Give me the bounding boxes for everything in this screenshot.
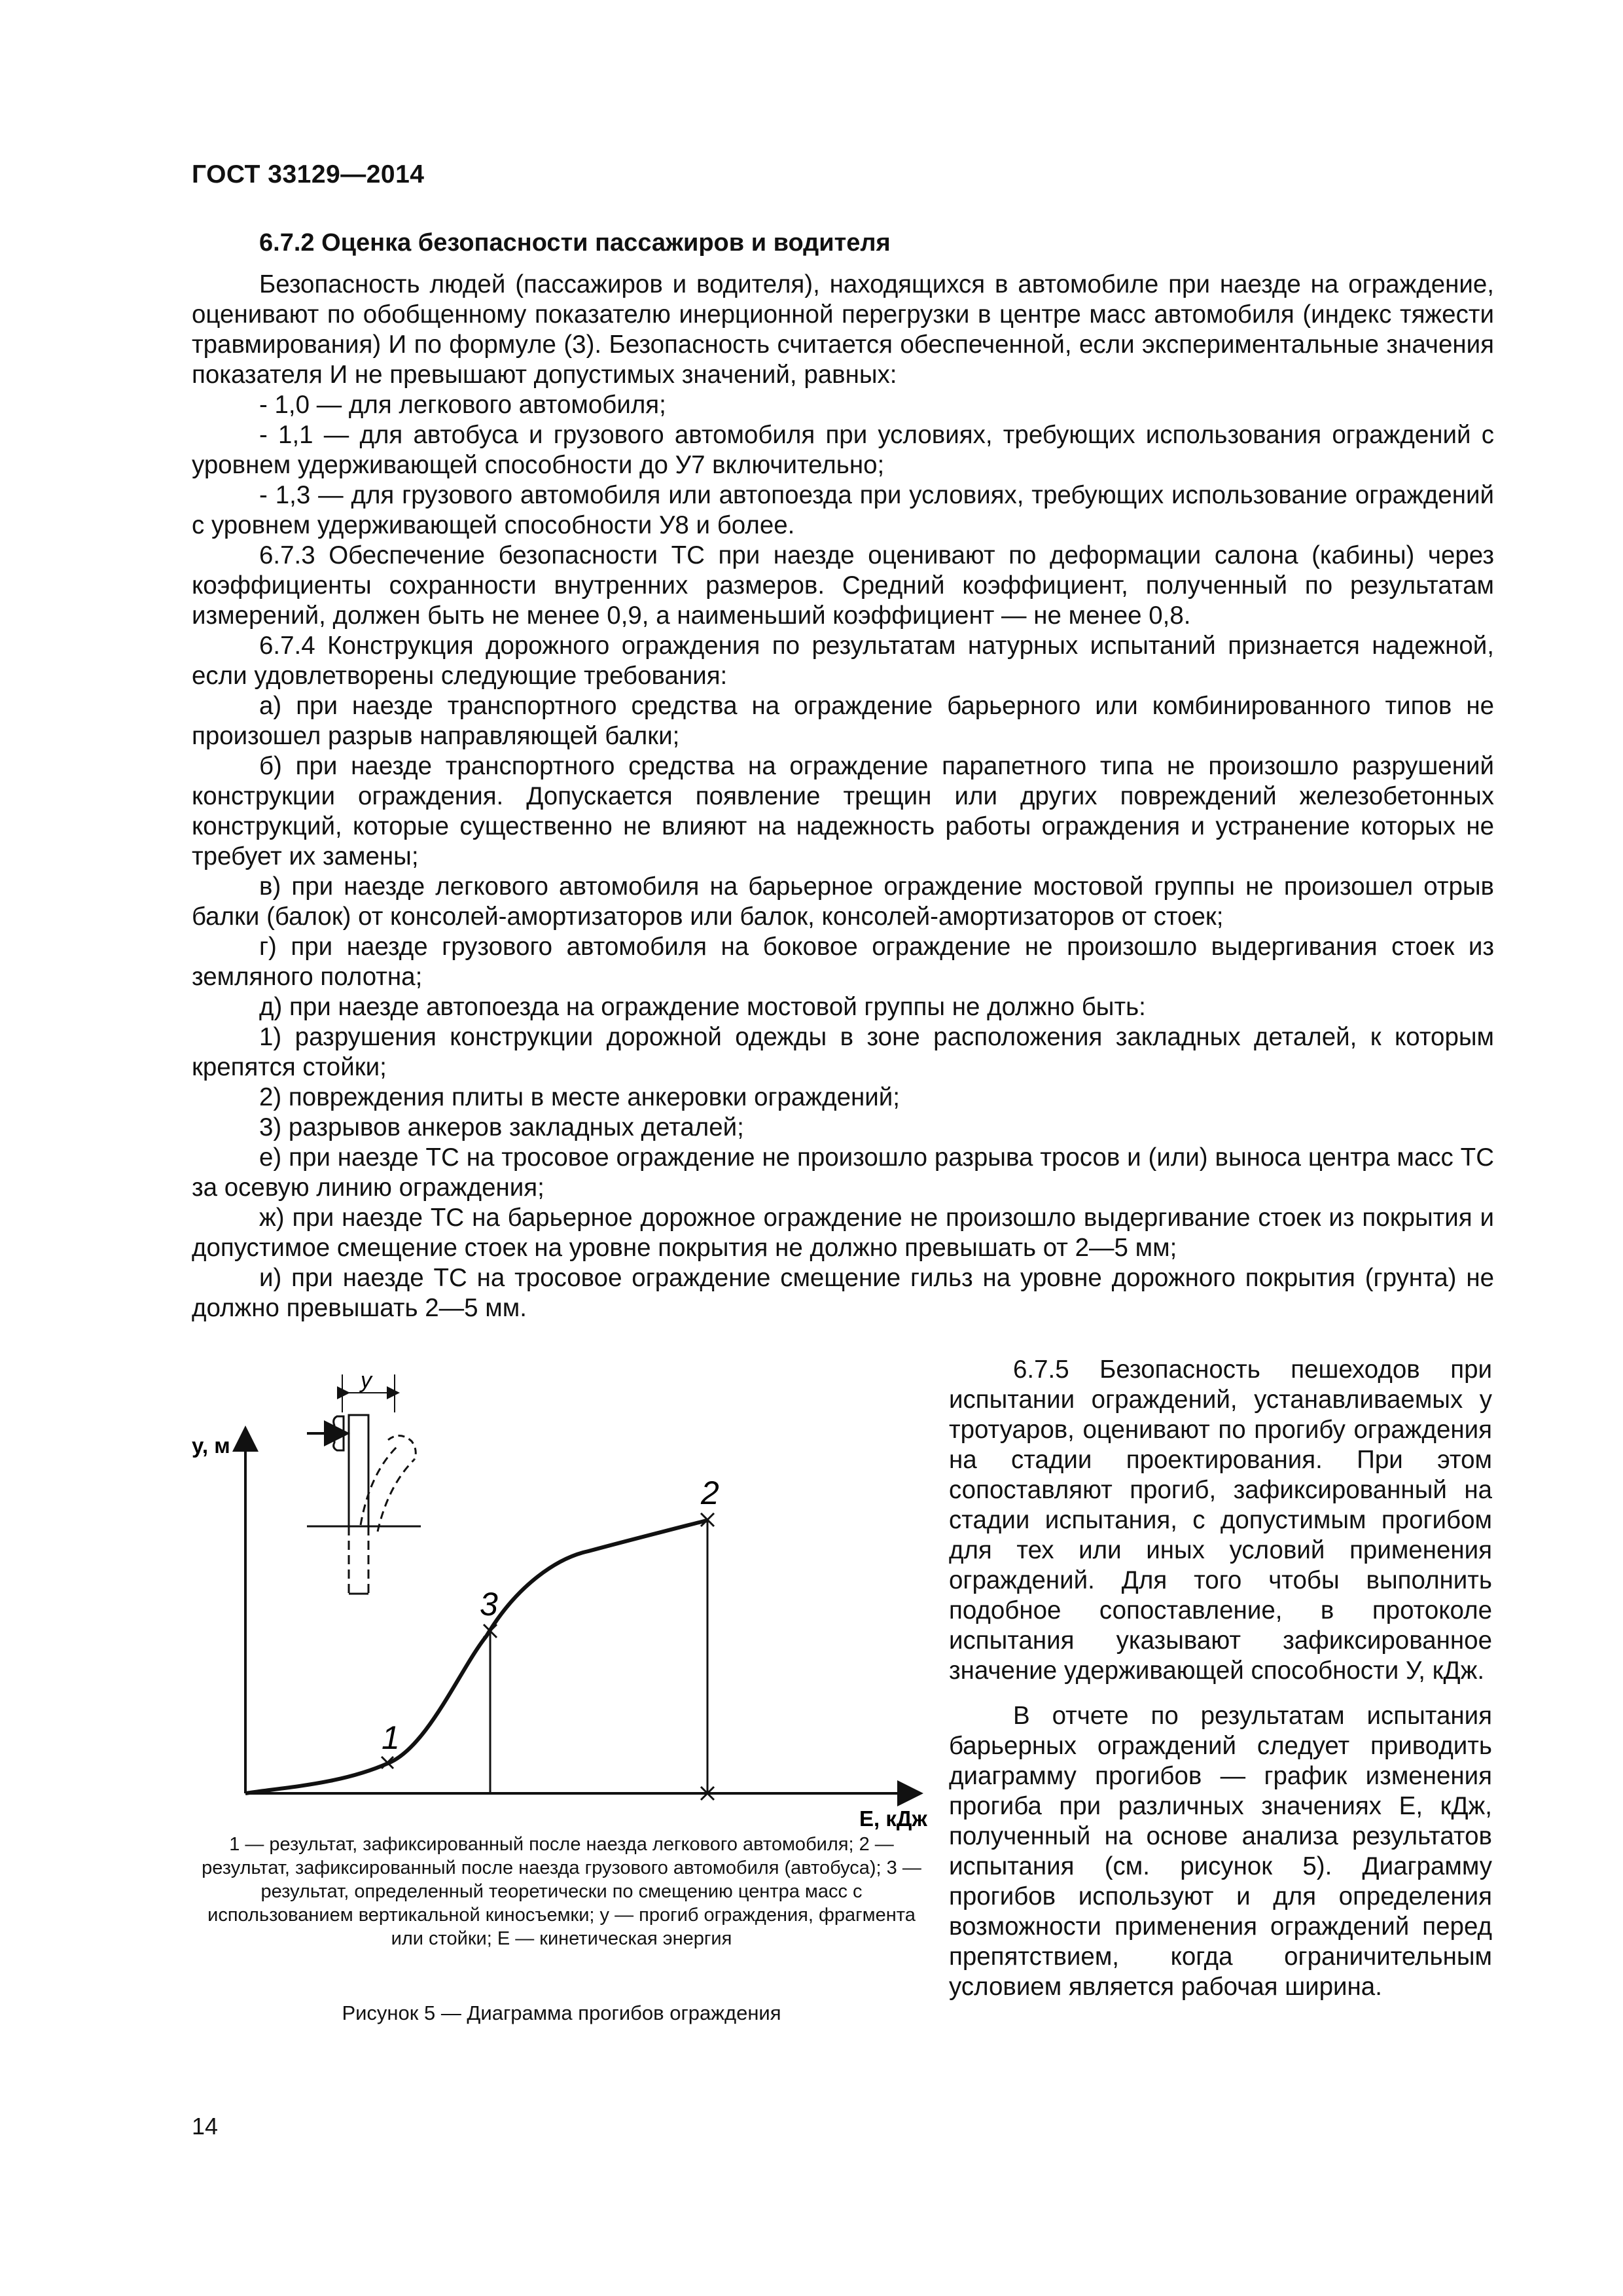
paragraph: - 1,3 — для грузового автомобиля или автопоезда при условиях, требующих использование ограждений с уровнем удерживающей способности У8 и более. (192, 481, 1494, 539)
paragraph: - 1,0 — для легкового автомобиля; (259, 391, 666, 419)
x-axis-label: E, кДж (859, 1806, 927, 1831)
section-title: 6.7.2 Оценка безопасности пассажиров и водителя (259, 229, 891, 257)
figure-legend (192, 1833, 931, 1950)
paragraph: б) при наезде транспортного средства на ограждение парапетного типа не произошло разрушений конструкции ограждения. Допускается появление трещин или других повреждений железобетонных конструкций, которые существенно не влияют на надежность работы ограждения и устранение которых не требует их замены; (192, 752, 1494, 870)
legend-item: 1 — результат, зафиксированный после наезда легкового автомобиля; (229, 1834, 854, 1855)
paragraph: в) при наезде легкового автомобиля на барьерное ограждение мостовой группы не произошел отрыв балки (балок) от консолей-амортизаторов или балок, консолей-амортизаторов от стоек; (192, 872, 1494, 931)
paragraph: 2) повреждения плиты в месте анкеровки ограждений; (259, 1083, 900, 1111)
point-label-1: 1 (382, 1719, 400, 1756)
paragraph: В отчете по результатам испытания барьерных ограждений следует приводить диаграмму прогибов — график изменения прогиба при различных значениях E, кДж, полученный на основе анализа результатов испытания (см. рисунок 5). Диаграмму прогибов используют и для определения возможности применения ограждений перед препятствием, когда ограничительным условием является рабочая ширина. (949, 1702, 1492, 2001)
paragraph: Безопасность людей (пассажиров и водителя), находящихся в автомобиле при наезде на ограждение, оценивают по обобщенному показателю инерционной перегрузки в центре масс автомобиля (индекс тяжести травмирования) И по формуле (3). Безопасность считается обеспеченной, если экспериментальные значения показателя И не превышают допустимых значений, равных: (192, 270, 1494, 389)
body-text (192, 270, 1494, 1323)
paragraph: 1) разрушения конструкции дорожной одежды в зоне расположения закладных деталей, к которым крепятся стойки; (192, 1023, 1494, 1081)
deflection-curve (245, 1520, 707, 1793)
deflection-label: у (361, 1368, 372, 1393)
document-header: ГОСТ 33129—2014 (192, 160, 425, 188)
point-label-2: 2 (701, 1475, 719, 1511)
paragraph: 6.7.5 Безопасность пешеходов при испытании ограждений, устанавливаемых у тротуаров, оценивают по прогибу ограждения на стадии проектирования. При этом сопоставляют прогиб, зафиксированный на стадии испытания, с допустимым прогибом для тех или иных условий применения ограждений. Для того чтобы выполнить подобное сопоставление, в протоколе испытания указывают зафиксированное значение удерживающей способности У, кДж. (949, 1355, 1492, 1685)
deflection-diagram-svg (192, 1361, 938, 1833)
legend-item: 2 — результат, зафиксированный после наезда грузового автомобиля (автобуса); (202, 1834, 894, 1878)
paragraph: 6.7.4 Конструкция дорожного ограждения по результатам натурных испытаний признается надежной, если удовлетворены следующие требования: (192, 632, 1494, 690)
paragraph: ж) при наезде ТС на барьерное дорожное ограждение не произошло выдергивание стоек из покрытия и допустимое смещение стоек на уровне покрытия не должно превышать от 2—5 мм; (192, 1204, 1494, 1262)
paragraph: 6.7.3 Обеспечение безопасности ТС при наезде оценивают по деформации салона (кабины) через коэффициенты сохранности внутренних размеров. Средний коэффициент, полученный по результатам измерений, должен быть не менее 0,9, а наименьший коэффициент — не менее 0,8. (192, 541, 1494, 630)
point-label-3: 3 (480, 1586, 498, 1623)
paragraph: 3) разрывов анкеров закладных деталей; (259, 1113, 744, 1141)
legend-item: 3 — результат, определенный теоретически по смещению центра масс с использованием вертикальной киносъемки; у — прогиб ограждения, фрагмента или стойки; E — кинетическая энергия (207, 1857, 921, 1949)
figure-title: Рисунок 5 — Диаграмма прогибов ограждения (342, 2001, 781, 2024)
paragraph: а) при наезде транспортного средства на ограждение барьерного или комбинированного типов не произошел разрыв направляющей балки; (192, 692, 1494, 750)
paragraph: и) при наезде ТС на тросовое ограждение смещение гильз на уровне дорожного покрытия (грунта) не должно превышать 2—5 мм. (192, 1264, 1494, 1322)
paragraph: - 1,1 — для автобуса и грузового автомобиля при условиях, требующих использования ограждений с уровнем удерживающей способности до У7 включительно; (192, 421, 1494, 479)
barrier-sketch (307, 1374, 421, 1594)
paragraph: г) при наезде грузового автомобиля на боковое ограждение не произошло выдергивания стоек из земляного полотна; (192, 933, 1494, 991)
y-axis-label: у, м (192, 1433, 230, 1458)
paragraph: д) при наезде автопоезда на ограждение мостовой группы не должно быть: (259, 993, 1146, 1021)
paragraph: е) при наезде ТС на тросовое ограждение не произошло разрыва тросов и (или) выноса центра масс ТС за осевую линию ограждения; (192, 1143, 1494, 1202)
side-text (949, 1355, 1492, 2002)
page-number: 14 (192, 2113, 219, 2140)
